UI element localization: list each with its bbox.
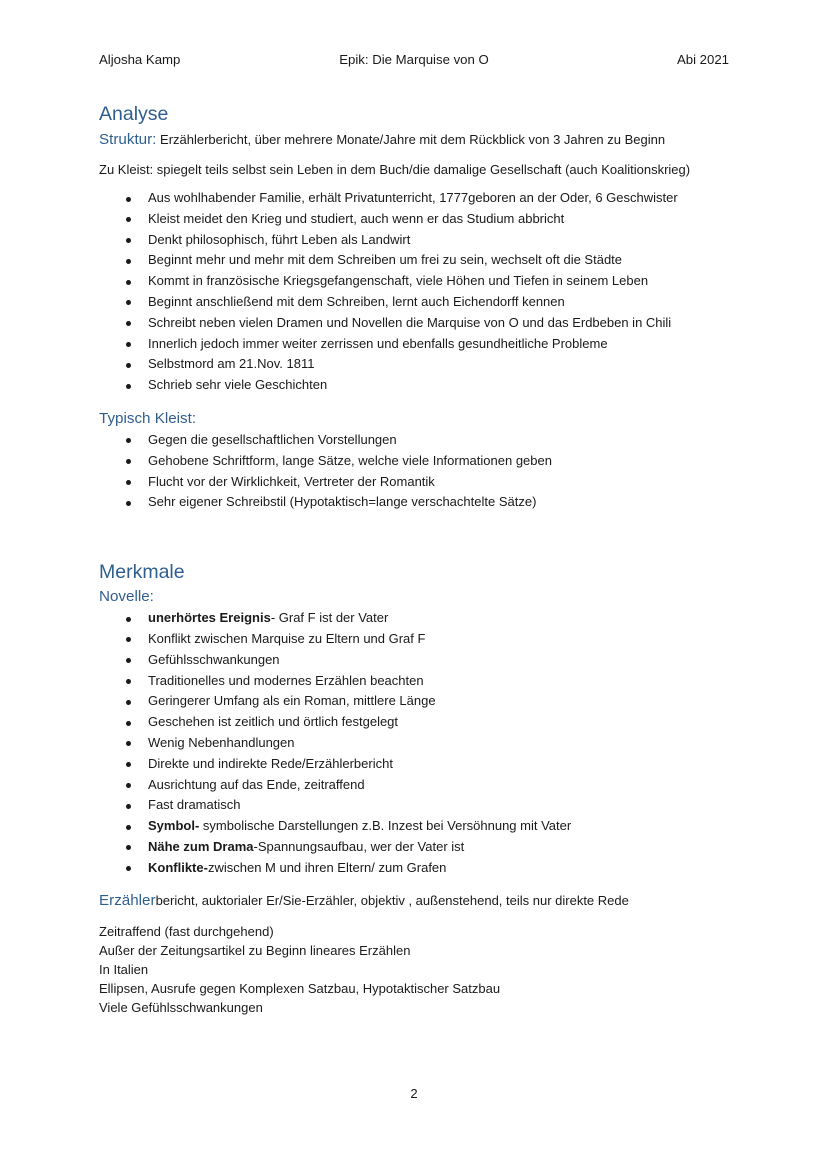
list-item: Sehr eigener Schreibstil (Hypotaktisch=lange verschachtelte Sätze)	[99, 492, 739, 513]
list-item: Aus wohlhabender Familie, erhält Privatunterricht, 1777geboren an der Oder, 6 Geschwister	[99, 188, 739, 209]
list-item: Beginnt anschließend mit dem Schreiben, lernt auch Eichendorff kennen	[99, 292, 739, 313]
note-line: Zeitraffend (fast durchgehend)	[99, 923, 274, 939]
kleist-bullet-list	[99, 188, 739, 396]
list-item: Gegen die gesellschaftlichen Vorstellungen	[99, 430, 739, 451]
header-title: Epik: Die Marquise von O	[339, 52, 489, 67]
list-item: Symbol- symbolische Darstellungen z.B. Inzest bei Versöhnung mit Vater	[99, 816, 739, 837]
kleist-intro: Zu Kleist: spiegelt teils selbst sein Leben in dem Buch/die damalige Gesellschaft (auch Koalitionskrieg)	[99, 162, 691, 177]
page-content	[99, 100, 739, 1017]
list-item: Denkt philosophisch, führt Leben als Landwirt	[99, 230, 739, 251]
list-item: Direkte und indirekte Rede/Erzählerbericht	[99, 754, 739, 775]
typisch-bullet-list	[99, 430, 739, 513]
list-item: Kommt in französische Kriegsgefangenschaft, viele Höhen und Tiefen in seinem Leben	[99, 271, 739, 292]
list-item: Ausrichtung auf das Ende, zeitraffend	[99, 775, 739, 796]
note-line: Viele Gefühlsschwankungen	[99, 999, 263, 1015]
list-item: Nähe zum Drama-Spannungsaufbau, wer der Vater ist	[99, 837, 739, 858]
list-item: Kleist meidet den Krieg und studiert, auch wenn er das Studium abbricht	[99, 209, 739, 230]
list-item: Konflikte-zwischen M und ihren Eltern/ zum Grafen	[99, 858, 739, 879]
list-item: Geschehen ist zeitlich und örtlich festgelegt	[99, 712, 739, 733]
list-item: Schrieb sehr viele Geschichten	[99, 375, 739, 396]
list-item: Wenig Nebenhandlungen	[99, 733, 739, 754]
erzaehler-paragraph	[99, 891, 739, 911]
struktur-label: Struktur:	[99, 131, 157, 148]
list-item: Flucht vor der Wirklichkeit, Vertreter der Romantik	[99, 472, 739, 493]
list-item: Innerlich jedoch immer weiter zerrissen und ebenfalls gesundheitliche Probleme	[99, 334, 739, 355]
list-item: Traditionelles und modernes Erzählen beachten	[99, 671, 739, 692]
list-item: unerhörtes Ereignis- Graf F ist der Vater	[99, 608, 739, 629]
struktur-text: Erzählerbericht, über mehrere Monate/Jahre mit dem Rückblick von 3 Jahren zu Beginn	[156, 132, 666, 147]
list-item: Fast dramatisch	[99, 795, 739, 816]
list-item: Gefühlsschwankungen	[99, 650, 739, 671]
page-number: 2	[410, 1086, 418, 1101]
heading-analyse: Analyse	[99, 103, 169, 125]
erzaehl-notes	[99, 922, 739, 1017]
list-item: Beginnt mehr und mehr mit dem Schreiben um frei zu sein, wechselt oft die Städte	[99, 250, 739, 271]
list-item: Gehobene Schriftform, lange Sätze, welche viele Informationen geben	[99, 451, 739, 472]
erzaehler-label: Erzähler	[99, 891, 156, 909]
heading-merkmale: Merkmale	[99, 561, 185, 584]
header-year: Abi 2021	[676, 52, 729, 67]
note-line: In Italien	[99, 961, 149, 977]
list-item: Konflikt zwischen Marquise zu Eltern und Graf F	[99, 629, 739, 650]
header-author: Aljosha Kamp	[99, 52, 181, 67]
heading-typisch-kleist: Typisch Kleist:	[99, 409, 197, 427]
list-item: Schreibt neben vielen Dramen und Novellen die Marquise von O und das Erdbeben in Chili	[99, 313, 739, 334]
note-line: Ellipsen, Ausrufe gegen Komplexen Satzbau, Hypotaktischer Satzbau	[99, 980, 501, 996]
page-header	[99, 52, 729, 70]
novelle-bullet-list	[99, 608, 739, 878]
erzaehler-text: bericht, auktorialer Er/Sie-Erzähler, objektiv , außenstehend, teils nur direkte Rede	[155, 892, 629, 908]
struktur-paragraph	[99, 130, 739, 150]
heading-novelle: Novelle:	[99, 588, 154, 606]
list-item: Selbstmord am 21.Nov. 1811	[99, 354, 739, 375]
note-line: Außer der Zeitungsartikel zu Beginn lineares Erzählen	[99, 942, 411, 958]
list-item: Geringerer Umfang als ein Roman, mittlere Länge	[99, 691, 739, 712]
